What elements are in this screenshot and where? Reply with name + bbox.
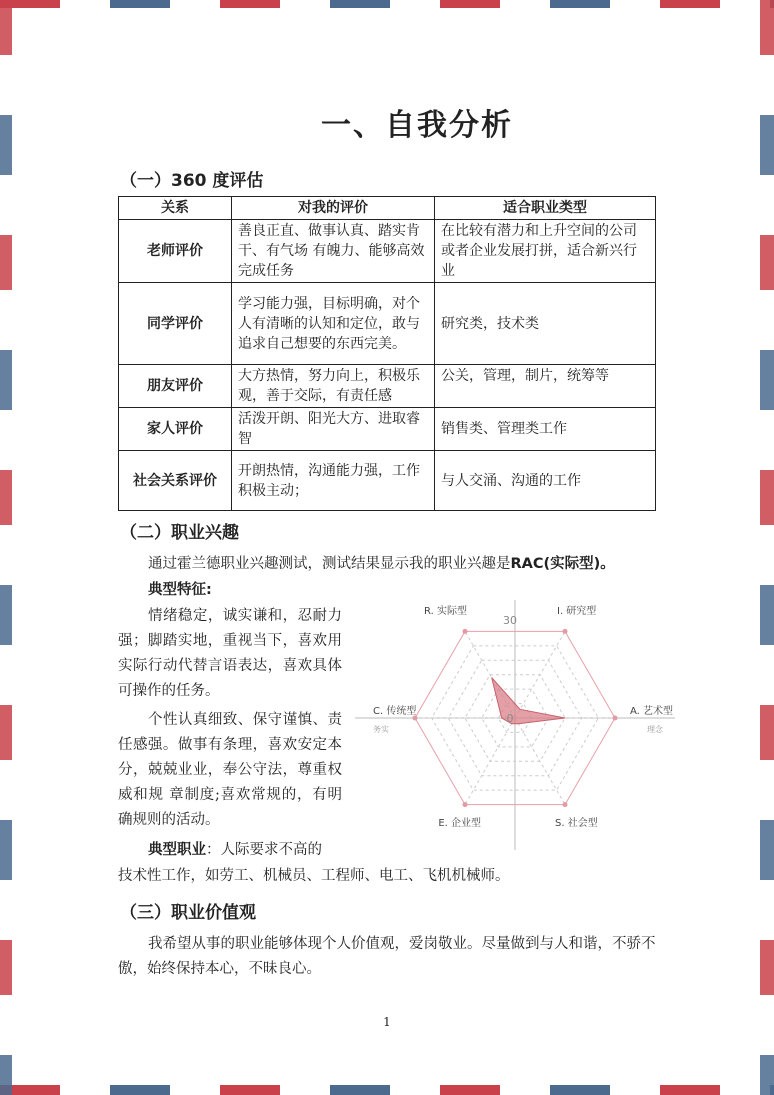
jobs-line	[148, 838, 348, 863]
tick-label: 0	[506, 712, 514, 725]
section-heading-values: （三）职业价值观	[120, 903, 256, 923]
values-paragraph: 我希望从事的职业能够体现个人价值观，爱岗敬业。尽量做到与人和谐，不骄不傲，始终保持本心，不昧良心。	[118, 936, 656, 977]
page-title: 一、自我分析	[321, 108, 513, 143]
holland-radar-chart	[355, 600, 675, 860]
column-header: 对我的评价	[232, 197, 435, 220]
axis-label: A. 艺术型	[629, 706, 673, 717]
career-cell: 公关，管理，制片，统筹等	[435, 365, 656, 408]
evaluation-cell: 大方热情，努力向上，积极乐观，善于交际，有责任感	[232, 365, 435, 408]
airmail-border-left	[0, 0, 12, 1095]
jobs-text-b: 技术性工作，如劳工、机械员、工程师、电工、飞机机械师。	[118, 868, 510, 884]
axis-label: E. 企业型	[438, 818, 481, 829]
intro-result: RAC(实际型)。	[510, 556, 615, 572]
intro-text: 通过霍兰德职业兴趣测试，测试结果显示我的职业兴趣是	[148, 556, 511, 572]
data-area	[492, 678, 565, 724]
table-row	[119, 365, 656, 408]
evaluation-cell: 善良正直、做事认真、踏实肯干、有气场 有魄力、能够高效完成任务	[232, 220, 435, 283]
career-cell: 销售类、管理类工作	[435, 408, 656, 451]
career-cell: 在比较有潜力和上升空间的公司或者企业发展打拼，适合新兴行业	[435, 220, 656, 283]
relation-cell: 社会关系评价	[119, 451, 232, 511]
feature-paragraph-1: 情绪稳定，诚实谦和，忍耐力强；脚踏实地，重视当下，喜欢用实际行动代替言语表达，喜欢具体可操作的任务。	[118, 608, 342, 699]
section-heading-360: （一）360 度评估	[120, 171, 264, 191]
side-label-right: 理念	[647, 725, 663, 734]
axis-end-dot	[613, 716, 618, 721]
column-header: 适合职业类型	[435, 197, 656, 220]
side-label-left: 务实	[373, 725, 389, 734]
airmail-border-bottom	[0, 1085, 774, 1095]
relation-cell: 家人评价	[119, 408, 232, 451]
axis-end-dot	[463, 802, 468, 807]
axis-label: C. 传统型	[373, 706, 417, 717]
axis-end-dot	[463, 629, 468, 634]
table-row	[119, 451, 656, 511]
airmail-border-right	[760, 0, 774, 1095]
evaluation-cell: 活泼开朗、阳光大方、进取睿智	[232, 408, 435, 451]
interest-intro	[148, 552, 668, 577]
relation-cell: 老师评价	[119, 220, 232, 283]
evaluation-table	[118, 196, 656, 511]
axis-label: I. 研究型	[557, 606, 597, 617]
column-header: 关系	[119, 197, 232, 220]
career-cell: 与人交涌、沟通的工作	[435, 451, 656, 511]
jobs-label: 典型职业	[148, 842, 206, 858]
airmail-border-top	[0, 0, 774, 8]
axis-label: S. 社会型	[555, 818, 598, 829]
features-label: 典型特征:	[148, 582, 212, 598]
axis-label: R. 实际型	[424, 606, 467, 617]
career-cell: 研究类，技术类	[435, 283, 656, 365]
axis-end-dot	[563, 802, 568, 807]
axis-end-dot	[563, 629, 568, 634]
table-row	[119, 408, 656, 451]
evaluation-cell: 开朗热情，沟通能力强，工作积极主动；	[232, 451, 435, 511]
relation-cell: 朋友评价	[119, 365, 232, 408]
jobs-text-a: ：人际要求不高的	[206, 842, 322, 858]
table-header-row	[119, 197, 656, 220]
page-number: 1	[383, 1015, 391, 1029]
section-heading-interest: （二）职业兴趣	[120, 523, 239, 543]
evaluation-cell: 学习能力强，目标明确，对个人有清晰的认知和定位，敢与追求自己想要的东西完美。	[232, 283, 435, 365]
relation-cell: 同学评价	[119, 283, 232, 365]
table-row	[119, 220, 656, 283]
tick-label: 30	[503, 614, 517, 627]
table-row	[119, 283, 656, 365]
feature-paragraph-2: 个性认真细致、保守谨慎、责任感强。做事有条理，喜欢安定本分，兢兢业业，奉公守法，尊重权威和规 章制度;喜欢常规的，有明确规则的活动。	[118, 712, 342, 828]
